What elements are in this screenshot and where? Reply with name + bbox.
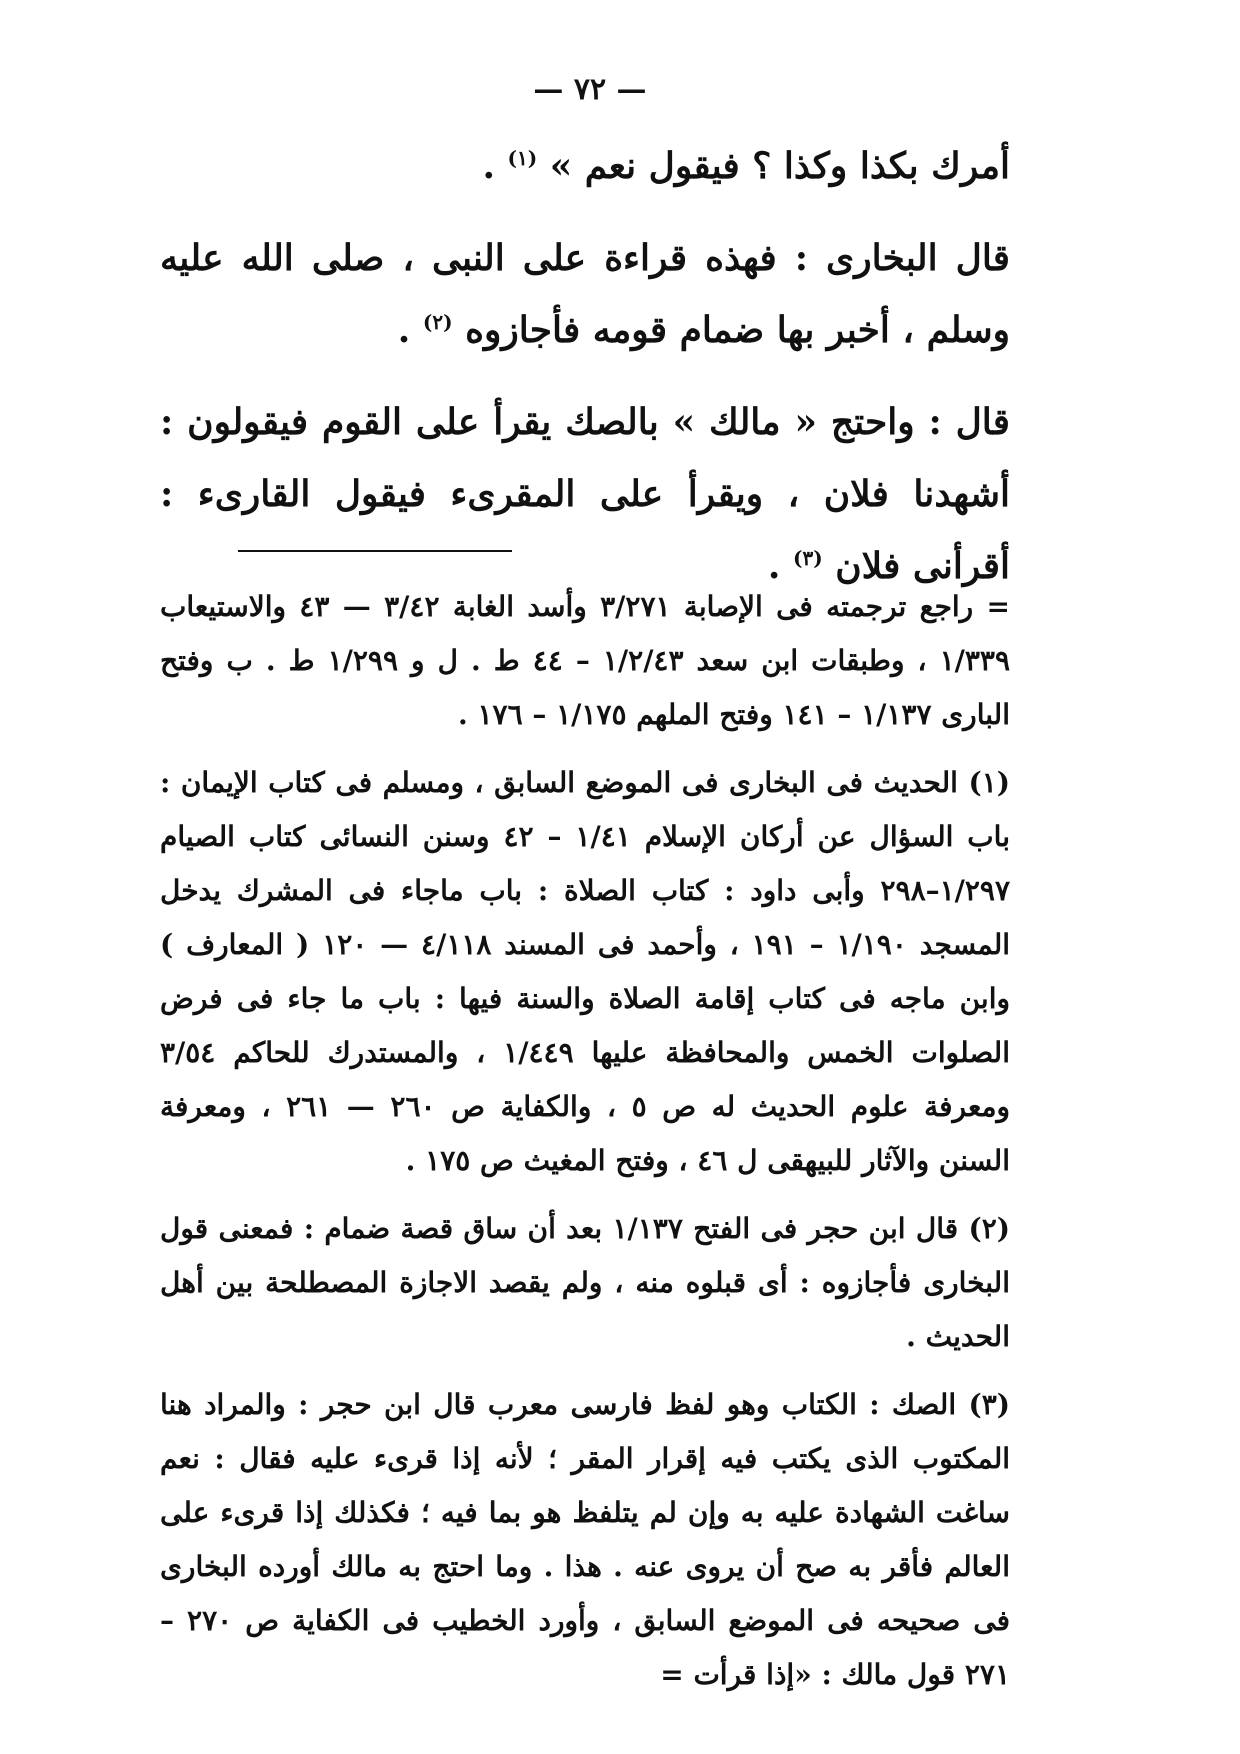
footnote-1: (١) الحديث فى البخارى فى الموضع السابق ، ومسلم فى كتاب الإيمان : باب السؤال عن أركان الإسلام ١/٤١ – ٤٢ وسنن النسائى كتاب الصيام ١/٢٩٧–٢٩٨ وأبى داود : كتاب الصلاة : باب ماجاء فى المشرك يدخل المسجد ١/١٩٠ – ١٩١ ، وأحمد فى المسند ٤/١١٨ — ١٢٠ ( المعارف ) وابن ماجه فى كتاب إقامة الصلاة والسنة فيها : باب ما جاء فى فرض الصلوات الخمس والمحافظة عليها ١/٤٤٩ ، والمستدرك للحاكم ٣/٥٤ ومعرفة علوم الحديث له ص ٥ ، والكفاية ص ٢٦٠ — ٢٦١ ، ومعرفة السنن والآثار للبيهقى ل ٤٦ ، وفتح المغيث ص ١٧٥ . [160,766,1011,1177]
footnote-2: (٢) قال ابن حجر فى الفتح ١/١٣٧ بعد أن ساق قصة ضمام : فمعنى قول البخارى فأجازوه : أى قبلوه منه ، ولم يقصد الاجازة المصطلحة بين أهل الحديث . [160,1212,1011,1353]
footnotes [160,580,1010,1702]
page-number: — ٧٢ — [533,72,647,107]
footnote-3: (٣) الصك : الكتاب وهو لفظ فارسى معرب قال ابن حجر : والمراد هنا المكتوب الذى يكتب فيه إقرار المقر ؛ لأنه إذا قرىء عليه فقال : نعم ساغت الشهادة عليه به وإن لم يتلفظ هو بما فيه ؛ فكذلك إذا قرىء على العالم فأقر به صح أن يروى عنه . هذا . وما احتج به مالك أورده البخارى فى صحيحه فى الموضع السابق ، وأورد الخطيب فى الكفاية ص ٢٧٠ – ٢٧١ قول مالك : «إذا قرأت = [160,1388,1011,1691]
main-paragraph-3-text: قال : واحتج « مالك » بالصك يقرأ على القوم فيقولون : أشهدنا فلان ، ويقرأ على المقرىء فيقول القارىء : أقرأنى فلان [160,401,1010,587]
main-line-1-end: . [482,145,495,187]
main-text [160,130,1010,602]
footnote-ref-3: (٣) [793,546,823,570]
main-paragraph-3-end: . [767,545,781,587]
main-paragraph-3 [160,386,1010,602]
main-paragraph-2-text: قال البخارى : فهذه قراءة على النبى ، صلى الله عليه وسلم ، أخبر بها ضمام قومه فأجازوه [160,237,1011,351]
main-paragraph-2 [160,222,1010,366]
footnote-separator [238,550,512,552]
footnote-ref-1: (١) [507,146,538,170]
footnote-continuation: = راجع ترجمته فى الإصابة ٣/٢٧١ وأسد الغابة ٣/٤٢ — ٤٣ والاستيعاب ١/٣٣٩ ، وطبقات ابن سعد ١/٢/٤٣ – ٤٤ ط . ل و ١/٢٩٩ ط . ب وفتح البارى ١/١٣٧ – ١٤١ وفتح الملهم ١/١٧٥ – ١٧٦ . [160,590,1011,731]
main-line-1 [160,130,1010,202]
footnote-ref-2: (٢) [422,310,453,334]
main-paragraph-2-end: . [397,309,411,351]
main-line-1-text: أمرك بكذا وكذا ؟ فيقول نعم » [549,145,1010,187]
